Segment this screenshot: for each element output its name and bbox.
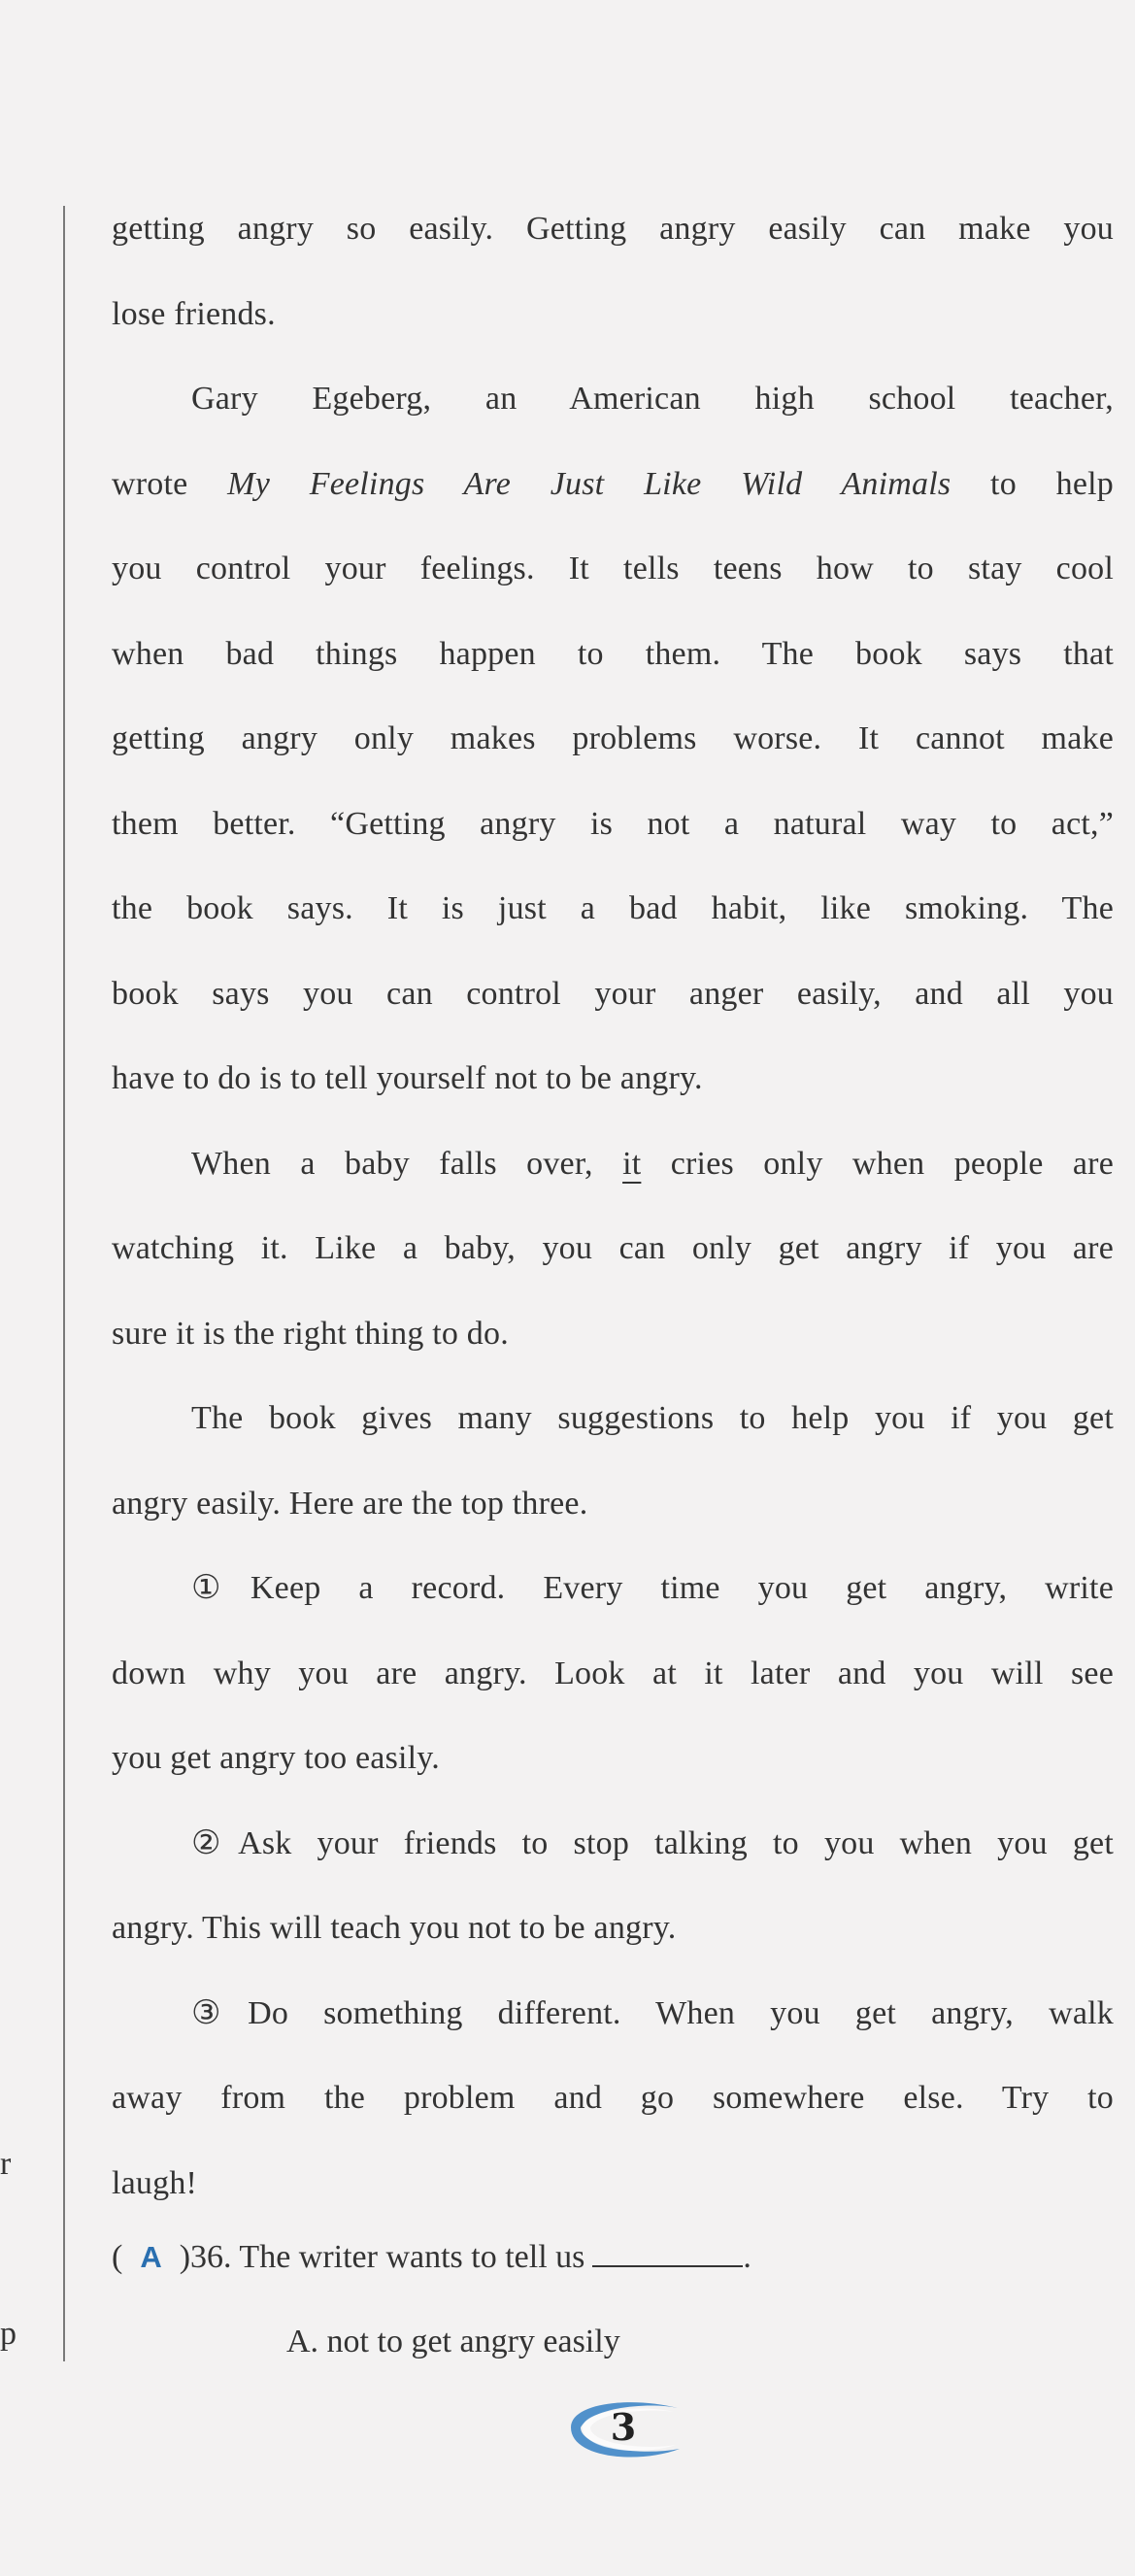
text-line: have to do is to tell yourself not to be angry. [112, 1060, 703, 1096]
text-line [112, 450, 1114, 535]
text-line: Gary Egeberg, an American high school teacher, [191, 381, 1114, 417]
text-line: book says you can control your anger easily, and all you [112, 975, 1114, 1012]
underlined-word: it [622, 1145, 642, 1182]
margin-fragment-2: p [0, 2316, 17, 2352]
text-line [112, 1129, 1114, 1215]
question-text: )36. The writer wants to tell us [179, 2239, 585, 2275]
text-line: you control your feelings. It tells teens how to stay cool [112, 551, 1114, 586]
text-line: ②Ask your friends to stop talking to you when you get [191, 1824, 1114, 1861]
text-line: laugh! [112, 2164, 198, 2201]
book-title: My Feelings Are Just Like Wild Animals [227, 465, 951, 502]
page-number: 3 [610, 2405, 637, 2449]
text-line: the book says. It is just a bad habit, like smoking. The [112, 890, 1114, 926]
text-line: when bad things happen to them. The book says that [112, 635, 1114, 672]
question-open-paren: ( [112, 2239, 123, 2275]
text-line: them better. “Getting angry is not a natural way to act,” [112, 805, 1114, 842]
text-line: sure it is the right thing to do. [112, 1315, 509, 1352]
text-line: away from the problem and go somewhere else. Try to [112, 2080, 1114, 2116]
line-text-after: cries only when people are [641, 1145, 1114, 1182]
answer-blank [592, 2230, 743, 2267]
answer-mark: A [140, 2240, 162, 2274]
page-number-badge [559, 2391, 687, 2464]
text-line: The book gives many suggestions to help you if you get [191, 1400, 1114, 1436]
text-line: watching it. Like a baby, you can only get angry if you are [112, 1230, 1114, 1266]
option-a: A. not to get angry easily [286, 2324, 620, 2359]
text-line: lose friends. [112, 295, 276, 332]
line-text-before: When a baby falls over, [191, 1145, 623, 1182]
text-line: angry easily. Here are the top three. [112, 1485, 588, 1522]
article-text [112, 194, 1114, 2233]
question-end: . [743, 2239, 751, 2275]
margin-rule [63, 206, 65, 2361]
text-line: ①Keep a record. Every time you get angry, write [191, 1570, 1114, 1606]
text-line: angry. This will teach you not to be angry. [112, 1910, 677, 1946]
text-line: down why you are angry. Look at it later and you will see [112, 1655, 1114, 1691]
question-36 [112, 2223, 751, 2292]
text-line: you get angry too easily. [112, 1740, 440, 1776]
line-text-before: wrote [112, 465, 228, 502]
text-line: getting angry so easily. Getting angry easily can make you [112, 211, 1114, 247]
margin-fragment-1: r [0, 2146, 12, 2182]
line-text-after: to help [951, 465, 1114, 502]
text-line: ③Do something different. When you get angry, walk [191, 1994, 1114, 2031]
text-line: getting angry only makes problems worse. It cannot make [112, 720, 1114, 756]
